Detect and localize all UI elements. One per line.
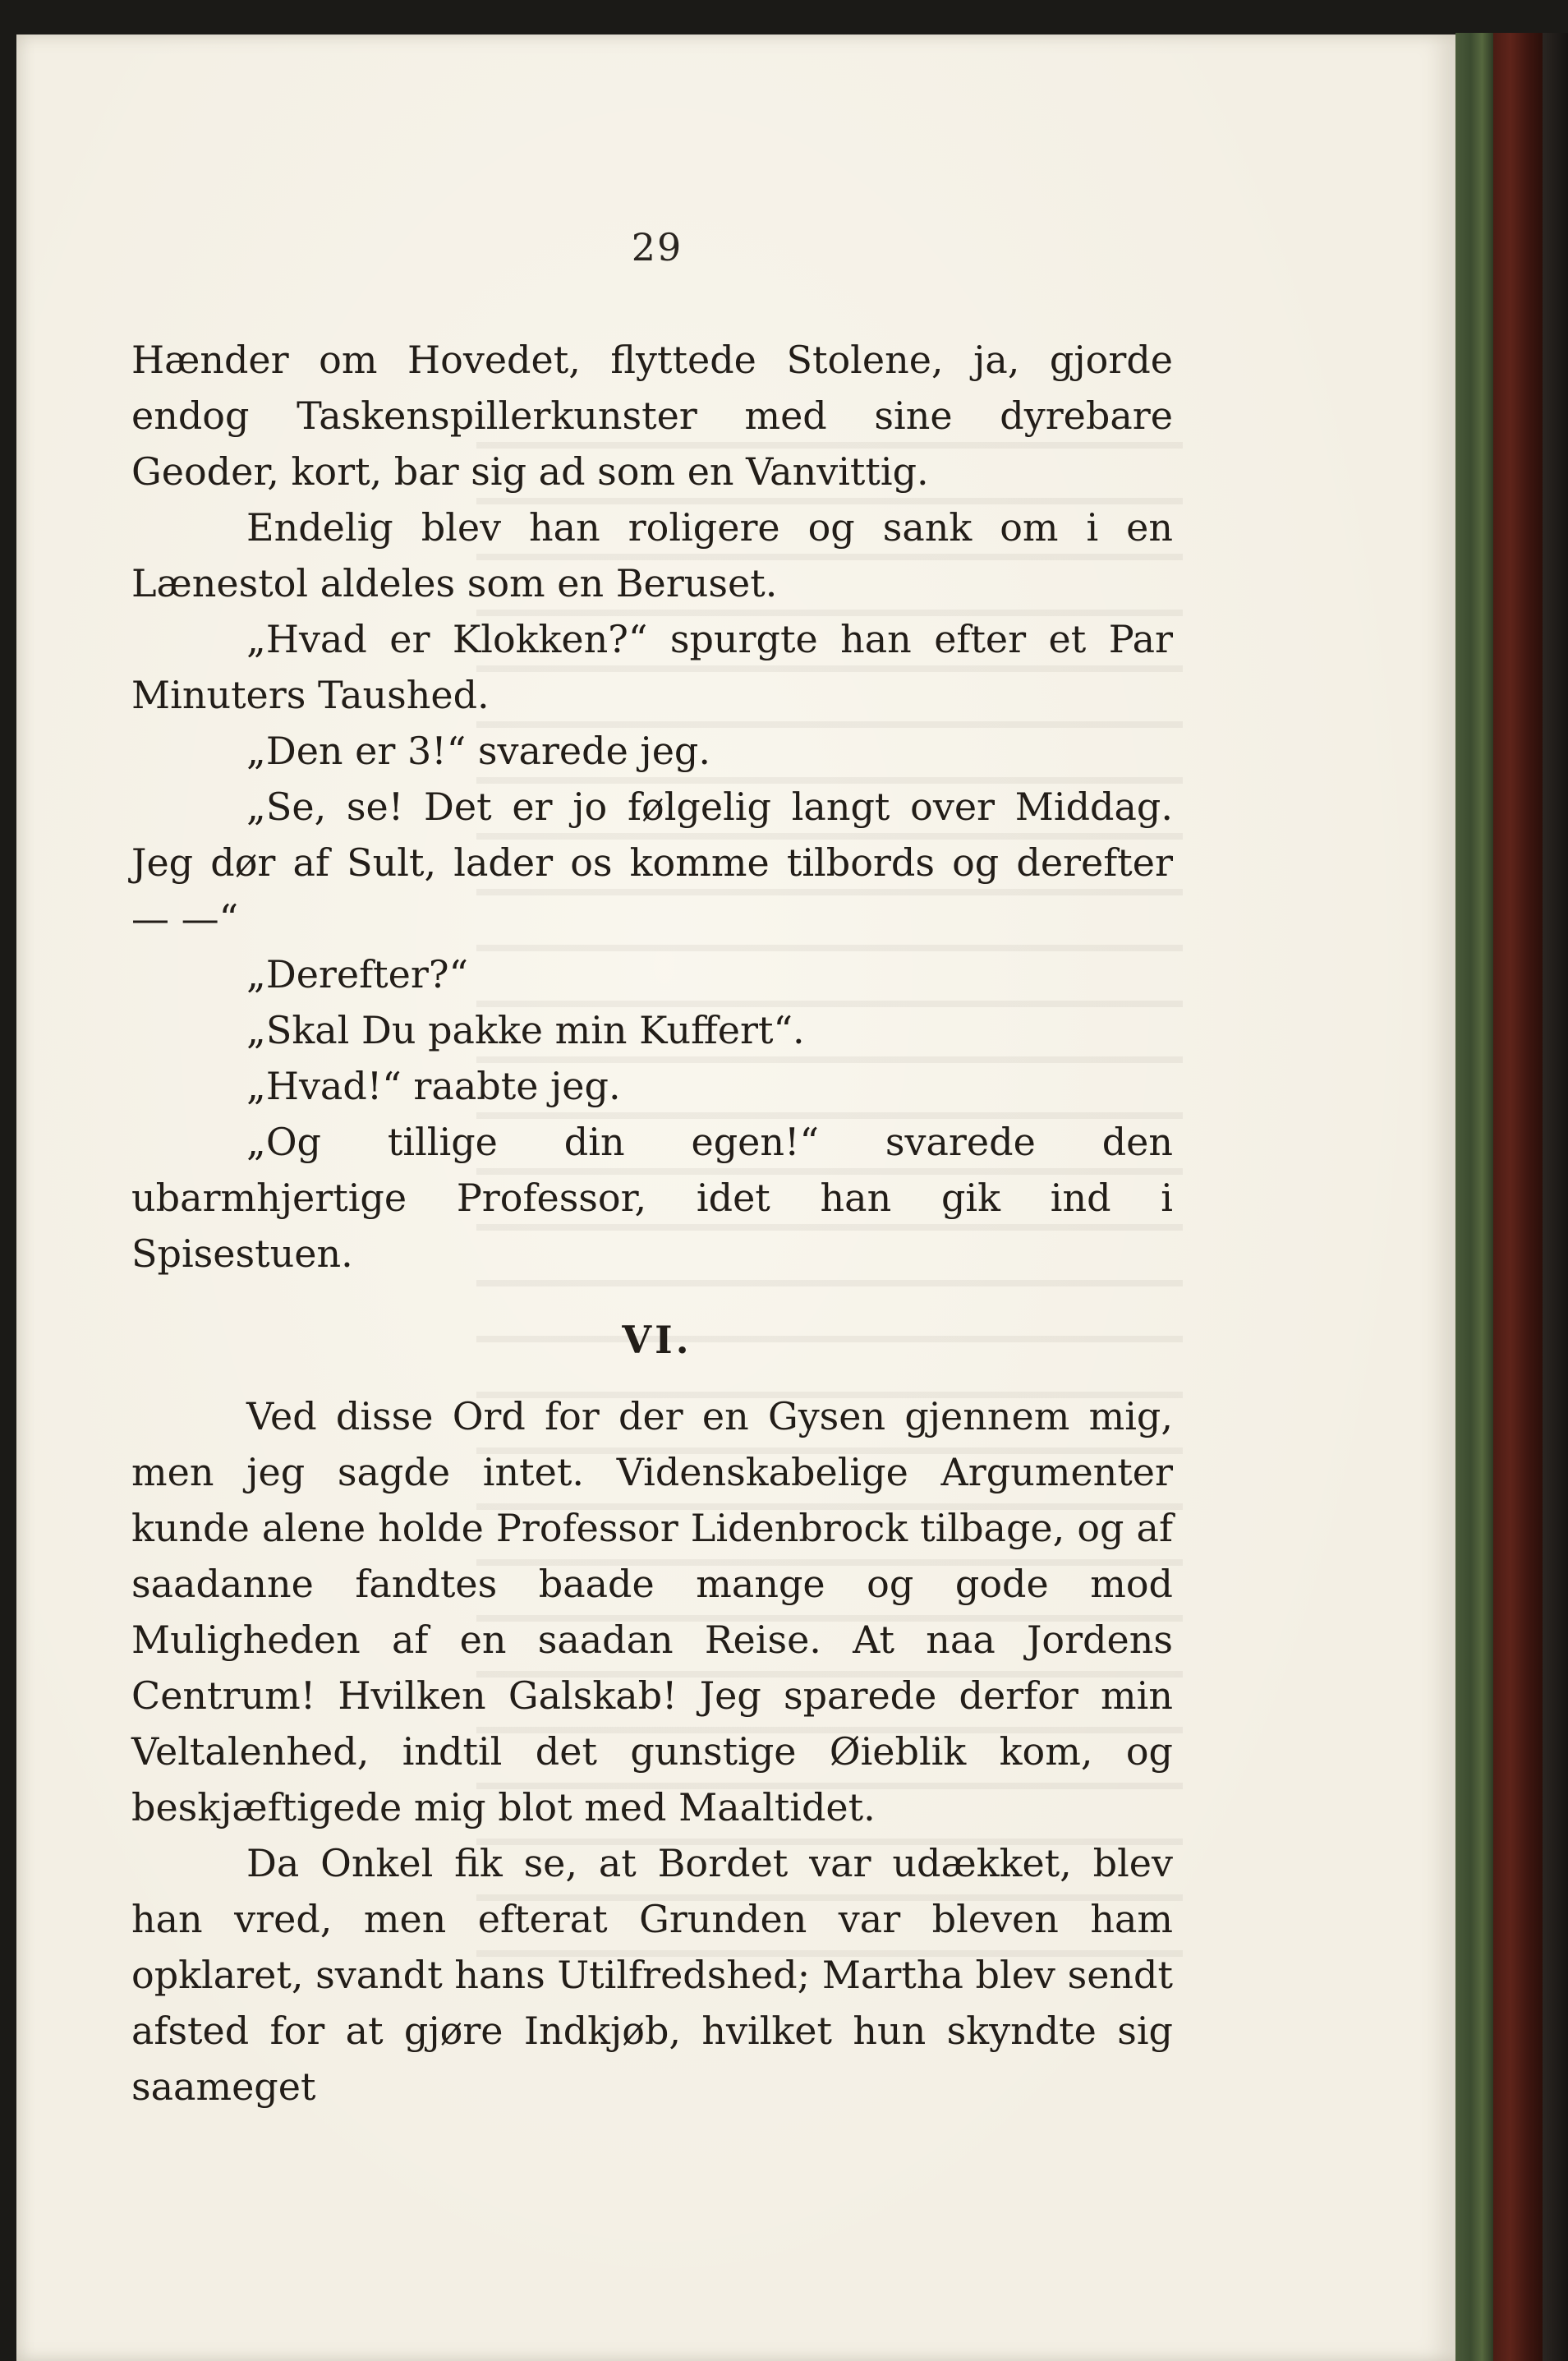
book-cover-dark-edge (1543, 33, 1568, 2361)
book-cover-green-edge (1455, 33, 1493, 2361)
book-cover-red-edge (1493, 33, 1543, 2361)
page-number: 29 (631, 225, 683, 269)
paragraph: „Hvad!“ raabte jeg. (246, 1064, 621, 1108)
paragraph: „Og tillige din egen!“ svarede den ubarmhjertige Professor, idet han gik ind i Spisestuen. (131, 1120, 1173, 1276)
paragraph: „Derefter?“ (246, 952, 469, 996)
paper-page (16, 35, 1455, 2361)
paragraph: Ved disse Ord for der en Gysen gjennem mig, men jeg sagde intet. Videnskabelige Argumenter kunde alene holde Professor Lidenbrock tilbage, og af saadanne fandtes baade mange og gode mod Muligheden af en saadan Reise. At naa Jordens Centrum! Hvilken Galskab! Jeg sparede derfor min Veltalenhed, indtil det gunstige Øieblik kom, og beskjæftigede mig blot med Maaltidet. (131, 1394, 1173, 1829)
text-block-bottom (131, 1388, 1173, 2115)
paragraph: „Skal Du pakke min Kuffert“. (246, 1008, 805, 1052)
paragraph: „Se, se! Det er jo følgelig langt over Middag. Jeg dør af Sult, lader os komme tilbords og derefter — —“ (131, 785, 1173, 941)
paragraph: Endelig blev han roligere og sank om i en Lænestol aldeles som en Beruset. (131, 505, 1173, 605)
text-block-top (131, 332, 1173, 1282)
chapter-heading: VI. (622, 1318, 692, 1362)
paragraph: Hænder om Hovedet, flyttede Stolene, ja, gjorde endog Taskenspillerkunster med sine dyrebare Geoder, kort, bar sig ad som en Vanvittig. (131, 338, 1173, 494)
paragraph: „Den er 3!“ svarede jeg. (246, 729, 710, 773)
paragraph: „Hvad er Klokken?“ spurgte han efter et Par Minuters Taushed. (131, 617, 1173, 717)
paragraph: Da Onkel fik se, at Bordet var udækket, blev han vred, men efterat Grunden var bleven ham opklaret, svandt hans Utilfredshed; Martha blev sendt afsted for at gjøre Indkjøb, hvilket hun skyndte sig saameget (131, 1841, 1173, 2109)
